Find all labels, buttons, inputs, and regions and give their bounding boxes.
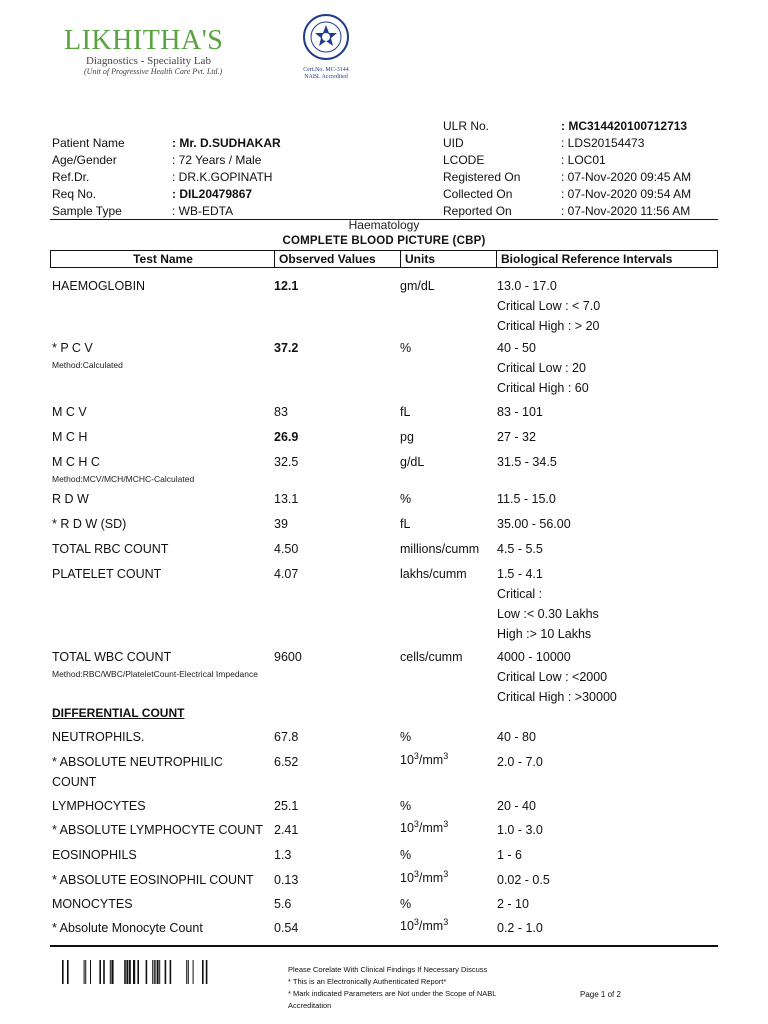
info-label: LCODE — [443, 153, 485, 167]
test-reference — [497, 845, 522, 865]
test-reference — [497, 727, 536, 747]
test-value: 67.8 — [274, 730, 299, 744]
reference-line: 35.00 - 56.00 — [497, 517, 571, 531]
nabl-cert-no: Cert.No. MC-3144 — [303, 67, 349, 73]
unit-exponent: 3 — [413, 917, 419, 927]
test-name: M C H — [52, 430, 88, 444]
reference-line: Critical High : 60 — [497, 381, 589, 395]
test-value: 32.5 — [274, 455, 299, 469]
column-test-name: Test Name — [133, 252, 193, 266]
test-value: 26.9 — [274, 430, 299, 444]
info-label: Reported On — [443, 204, 512, 218]
test-name — [52, 845, 137, 865]
info-value: : WB-EDTA — [172, 204, 234, 218]
test-reference — [497, 820, 543, 840]
reference-line: Critical High : > 20 — [497, 319, 600, 333]
footer-divider — [50, 945, 718, 947]
info-label: ULR No. — [443, 119, 490, 133]
test-value: 5.6 — [274, 897, 292, 911]
nabl-seal-icon — [300, 12, 352, 62]
reference-line: 31.5 - 34.5 — [497, 455, 557, 469]
info-value: : Mr. D.SUDHAKAR — [172, 136, 281, 150]
unit-mid: /mm — [418, 871, 444, 886]
info-label: Age/Gender — [52, 153, 117, 167]
reference-line: High :> 10 Lakhs — [497, 627, 592, 641]
test-name: R D W — [52, 492, 89, 506]
unit-base: 10 — [400, 821, 414, 836]
info-row — [52, 169, 281, 186]
footer-note: Please Corelate With Clinical Findings If Necessary Discuss — [288, 965, 488, 974]
reference-line: Critical Low : <2000 — [497, 670, 608, 684]
reference-line: 13.0 - 17.0 — [497, 279, 557, 293]
info-value: : 07-Nov-2020 09:45 AM — [561, 170, 692, 184]
lab-logo — [64, 26, 223, 77]
info-value: : DR.K.GOPINATH — [172, 170, 273, 184]
reference-line: 40 - 80 — [497, 730, 536, 744]
unit-exponent: 3 — [413, 819, 419, 829]
reference-line: 2.0 - 7.0 — [497, 755, 543, 769]
results-table-header — [50, 250, 718, 268]
test-unit: % — [400, 341, 412, 355]
test-value: 12.1 — [274, 279, 299, 293]
test-name-line: * Absolute Monocyte Count — [52, 921, 203, 935]
info-row — [443, 118, 691, 135]
info-row — [52, 186, 281, 203]
info-row — [443, 152, 691, 169]
test-unit — [400, 869, 448, 885]
info-value: : MC314420100712713 — [561, 119, 688, 133]
patient-info-left — [52, 135, 281, 220]
test-unit: gm/dL — [400, 279, 435, 293]
column-reference-intervals: Biological Reference Intervals — [501, 252, 673, 266]
info-row — [443, 169, 691, 186]
info-value: : 07-Nov-2020 11:56 AM — [561, 204, 691, 218]
page-number: Page 1 of 2 — [580, 990, 621, 999]
test-unit: pg — [400, 430, 414, 444]
test-unit: lakhs/cumm — [400, 567, 467, 581]
unit-mid: /mm — [418, 919, 444, 934]
barcode-icon — [62, 960, 212, 984]
nabl-accredited: NABL Accredited — [304, 74, 348, 80]
test-value: 6.52 — [274, 755, 299, 769]
test-name — [52, 820, 263, 840]
unit-exponent: 3 — [443, 819, 449, 829]
reference-line: 1.5 - 4.1 — [497, 567, 543, 581]
test-reference — [497, 796, 536, 816]
info-label: Registered On — [443, 170, 521, 184]
column-units: Units — [405, 252, 435, 266]
test-name — [52, 796, 146, 816]
reference-line: 20 - 40 — [497, 799, 536, 813]
test-name: HAEMOGLOBIN — [52, 279, 146, 293]
test-value: 9600 — [274, 650, 302, 664]
reference-line: 83 - 101 — [497, 405, 543, 419]
test-reference — [497, 647, 617, 707]
footer-note: * Mark indicated Parameters are Not under the Scope of NABL — [288, 989, 497, 998]
reference-line: 0.02 - 0.5 — [497, 873, 550, 887]
lab-unit-line: (Unit of Progressive Health Care Pvt. Ltd.) — [84, 67, 223, 76]
footer-note: Accreditation — [288, 1001, 332, 1010]
footer-note: * This is an Electronically Authenticated Report* — [288, 977, 447, 986]
test-value: 25.1 — [274, 799, 299, 813]
test-method: Method:MCV/MCH/MCHC-Calculated — [52, 474, 195, 484]
test-name: TOTAL RBC COUNT — [52, 542, 169, 556]
test-unit — [400, 751, 448, 767]
reference-line: Critical Low : < 7.0 — [497, 299, 601, 313]
lab-name: LIKHITHA'S — [64, 25, 224, 56]
unit-mid: /mm — [418, 753, 444, 768]
reference-line: 1 - 6 — [497, 848, 523, 862]
nabl-seal — [300, 12, 352, 81]
reference-line: 4.5 - 5.5 — [497, 542, 543, 556]
test-value: 0.54 — [274, 921, 299, 935]
test-name-line: MONOCYTES — [52, 897, 133, 911]
unit-exponent: 3 — [443, 917, 449, 927]
test-value: 13.1 — [274, 492, 299, 506]
test-name: M C V — [52, 405, 87, 419]
column-observed-values: Observed Values — [279, 252, 376, 266]
lab-subtitle: Diagnostics - Speciality Lab — [86, 55, 211, 67]
reference-line: 11.5 - 15.0 — [497, 492, 556, 506]
test-unit: % — [400, 492, 412, 506]
differential-count-heading: DIFFERENTIAL COUNT — [52, 706, 185, 720]
info-value: : DIL20479867 — [172, 187, 253, 201]
info-value: : LOC01 — [561, 153, 606, 167]
test-reference — [497, 402, 543, 422]
unit-mid: /mm — [418, 821, 444, 836]
test-reference — [497, 514, 571, 534]
unit-exponent: 3 — [443, 869, 449, 879]
test-reference — [497, 452, 557, 472]
test-value: 4.07 — [274, 567, 299, 581]
info-row — [443, 135, 691, 152]
test-value: 39 — [274, 517, 288, 531]
info-value: : 72 Years / Male — [172, 153, 262, 167]
test-name — [52, 727, 144, 747]
test-name-line: COUNT — [52, 775, 97, 789]
test-name-line: * ABSOLUTE NEUTROPHILIC — [52, 755, 223, 769]
test-unit — [400, 819, 448, 835]
test-name — [52, 918, 203, 938]
test-name: * R D W (SD) — [52, 517, 127, 531]
department-title: Haematology — [348, 218, 420, 232]
test-unit: % — [400, 897, 412, 911]
info-value: : LDS20154473 — [561, 136, 645, 150]
info-label: Req No. — [52, 187, 97, 201]
test-name: M C H C — [52, 455, 100, 469]
test-reference — [497, 752, 543, 772]
test-reference — [497, 338, 589, 398]
info-value: : 07-Nov-2020 09:54 AM — [561, 187, 692, 201]
reference-line: Low :< 0.30 Lakhs — [497, 607, 599, 621]
info-row — [443, 186, 691, 203]
test-value: 37.2 — [274, 341, 299, 355]
test-name-line: NEUTROPHILS. — [52, 730, 145, 744]
reference-line: 1.0 - 3.0 — [497, 823, 543, 837]
test-unit: % — [400, 730, 412, 744]
test-reference — [497, 489, 556, 509]
test-name-line: EOSINOPHILS — [52, 848, 137, 862]
test-reference — [497, 564, 599, 644]
test-name-line: * ABSOLUTE EOSINOPHIL COUNT — [52, 873, 254, 887]
test-value: 2.41 — [274, 823, 299, 837]
reference-line: Critical : — [497, 587, 543, 601]
unit-base: 10 — [400, 871, 414, 886]
test-reference — [497, 870, 550, 890]
test-method: Method:RBC/WBC/PlateletCount-Electrical Impedance — [52, 669, 258, 679]
test-reference — [497, 276, 600, 336]
info-row — [52, 135, 281, 152]
patient-info-right — [443, 118, 691, 220]
test-name-line: * ABSOLUTE LYMPHOCYTE COUNT — [52, 823, 263, 837]
reference-line: Critical Low : 20 — [497, 361, 586, 375]
test-value: 0.13 — [274, 873, 299, 887]
test-name — [52, 870, 254, 890]
reference-line: 4000 - 10000 — [497, 650, 571, 664]
footer-notes — [288, 964, 496, 1012]
test-name-line: LYMPHOCYTES — [52, 799, 146, 813]
info-label: Patient Name — [52, 136, 125, 150]
reference-line: 0.2 - 1.0 — [497, 921, 543, 935]
test-unit: % — [400, 799, 412, 813]
reference-line: 40 - 50 — [497, 341, 536, 355]
test-value: 83 — [274, 405, 288, 419]
test-name: PLATELET COUNT — [52, 567, 162, 581]
reference-line: 2 - 10 — [497, 897, 529, 911]
test-name: TOTAL WBC COUNT — [52, 650, 172, 664]
test-reference — [497, 539, 543, 559]
test-unit — [400, 917, 448, 933]
unit-exponent: 3 — [443, 751, 449, 761]
test-unit: cells/cumm — [400, 650, 463, 664]
test-unit: millions/cumm — [400, 542, 480, 556]
info-label: Collected On — [443, 187, 513, 201]
unit-base: 10 — [400, 753, 414, 768]
reference-line: Critical High : >30000 — [497, 690, 617, 704]
unit-base: 10 — [400, 919, 414, 934]
info-label: Sample Type — [52, 204, 122, 218]
test-reference — [497, 427, 536, 447]
test-unit: g/dL — [400, 455, 425, 469]
test-reference — [497, 918, 543, 938]
test-name — [52, 894, 133, 914]
report-title: COMPLETE BLOOD PICTURE (CBP) — [282, 235, 486, 247]
test-name — [52, 752, 223, 792]
test-reference — [497, 894, 529, 914]
unit-exponent: 3 — [413, 869, 419, 879]
test-name: * P C V — [52, 341, 93, 355]
test-unit: fL — [400, 405, 411, 419]
unit-exponent: 3 — [413, 751, 419, 761]
test-value: 1.3 — [274, 848, 292, 862]
test-method: Method:Calculated — [52, 360, 123, 370]
test-unit: % — [400, 848, 412, 862]
info-label: Ref.Dr. — [52, 170, 90, 184]
reference-line: 27 - 32 — [497, 430, 536, 444]
test-unit: fL — [400, 517, 411, 531]
test-value: 4.50 — [274, 542, 299, 556]
info-row — [52, 152, 281, 169]
info-label: UID — [443, 136, 464, 150]
